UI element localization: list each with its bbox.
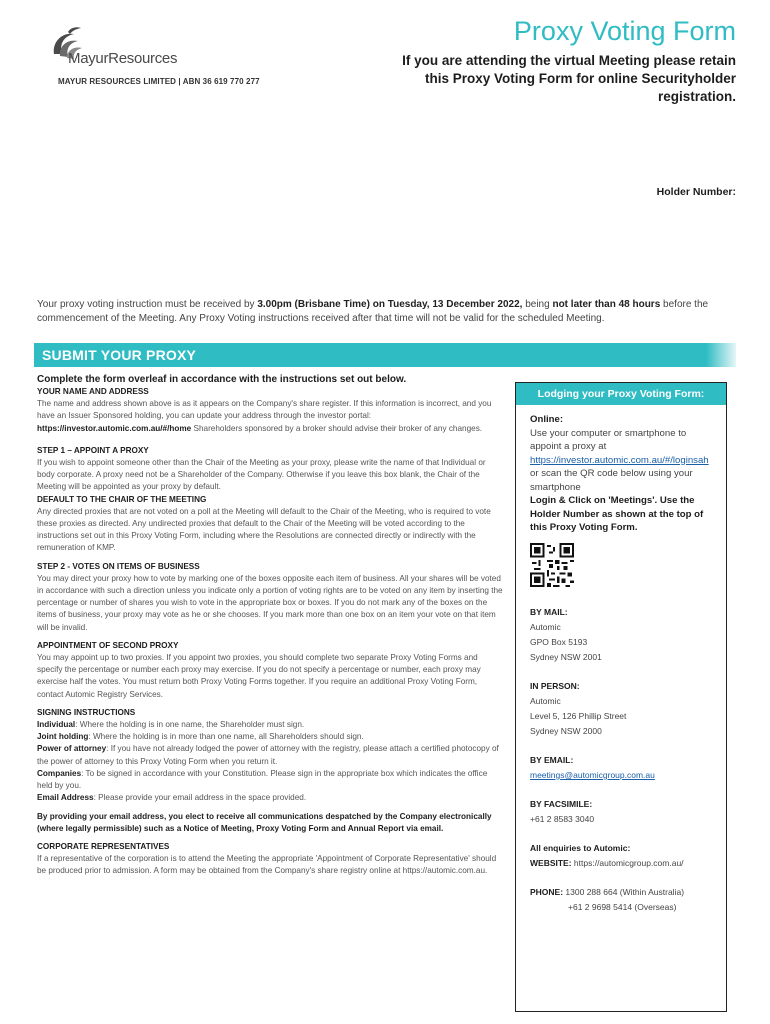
logo-wordmark: MayurResources [68,50,178,67]
step1-heading: STEP 1 – APPOINT A PROXY [37,445,149,455]
banner-fade [706,343,736,367]
signing-heading: SIGNING INSTRUCTIONS [37,707,136,717]
website-line: WEBSITE: https://automicgroup.com.au/ [530,858,684,868]
online-link[interactable]: https://investor.automic.com.au/#/loginsah [530,454,709,466]
second-proxy-text: You may appoint up to two proxies. If you appoint two proxies, you should complete two separate Proxy Voting Forms and specify the percentage or number each proxy may exercise. If you do not specify a percentage or number, each proxy may exercise half the votes. You must return both Proxy Voting Forms together. If you require an additional Proxy Voting Form, contact Automic Registry Services. [37,653,481,699]
step2-heading: STEP 2 - VOTES ON ITEMS OF BUSINESS [37,561,200,571]
signing-joint: Joint holding: Where the holding is in more than one name, all Shareholders should sign. [37,732,364,742]
banner-title: SUBMIT YOUR PROXY [42,347,197,363]
phone-line-1: PHONE: 1300 288 664 (Within Australia) [530,887,685,897]
signing-poa: Power of attorney: If you have not already lodged the power of attorney with the registry, please attach a certified photocopy of the power of attorney to this Proxy Voting Form when you return it. [37,744,499,766]
phone-line-2: +61 2 9698 5414 (Overseas) [568,902,677,912]
instructions-column [37,373,503,878]
signing-email: Email Address: Please provide your email address in the space provided. [37,793,307,803]
online-text: Use your computer or smartphone to appoint a proxy at [530,427,687,452]
corporate-heading: CORPORATE REPRESENTATIVES [37,841,170,851]
company-abn-line: MAYUR RESOURCES LIMITED | ABN 36 619 770 277 [58,77,260,86]
deadline-notice: Your proxy voting instruction must be received by 3.00pm (Brisbane Time) on Tuesday, 13 December 2022, being not later than 48 hours before the commencement of the Meeting. Any Proxy Voting instructions received after that time will not be valid for the scheduled Meeting. [37,299,709,324]
signing-companies: Companies: To be signed in accordance with your Constitution. Please sign in the appropriate box which indicates the office held by you. [37,768,488,791]
email-consent: By providing your email address, you elect to receive all communications despatched by the Company electronically (where legally permissible) such as a Notice of Meeting, Proxy Voting Form and Annual Report via email. [37,811,492,833]
in-person-line-3: Sydney NSW 2000 [530,726,602,736]
step2-text: You may direct your proxy how to vote by marking one of the boxes opposite each item of business. All your shares will be voted in accordance with such a direction unless you indicate only a portion of voting rights are to be voted on any item by inserting the percentage or number of shares you wish to vote in the appropriate box or boxes. If you do not mark any of the boxes on the items of business, your proxy may vote as he or she chooses. If you mark more than one box on an item your vote on that item will be invalid. [37,573,503,632]
virtual-meeting-notice: If you are attending the virtual Meeting please retain this Proxy Voting Form for online Securityholder registration. [402,53,736,104]
step1-text: If you wish to appoint someone other than the Chair of the Meeting as your proxy, please write the name of that Individual or body corporate. A proxy need not be a Shareholder of the Company. Otherwise if you leave this box blank, the Chair of the Meeting will be appointed as your proxy by default. [37,458,486,492]
second-proxy-heading: APPOINTMENT OF SECOND PROXY [37,640,179,650]
mail-label: BY MAIL: [530,607,568,617]
in-person-label: IN PERSON: [530,681,580,691]
default-chair-text: Any directed proxies that are not voted on a poll at the Meeting will default to the Chair of the Meeting, who is required to vote these proxies as directed. Any undirected proxies that default to the Chair of the Meeting will be voted according to the instructions set out in this Proxy Voting Form, including where the Resolutions are connected directly or indirectly with the remuneration of KMP. [37,506,491,553]
signing-individual: Individual: Where the holding is in one name, the Shareholder must sign. [37,720,305,730]
enquiries-label: All enquiries to Automic: [530,843,631,853]
instructions-intro: Complete the form overleaf in accordance with the instructions set out below. [37,374,407,385]
submit-proxy-banner [34,343,736,367]
name-address-text: The name and address shown above is as it appears on the Company's share register. If this information is incorrect, and you have an Issuer Sponsored holding, you can update your address through the investor portal: https://investor.automic.com.au/#/home Shareholders sponsored by a broker should advise their broker of any changes. [37,399,492,433]
email-link[interactable]: meetings@automicgroup.com.au [530,770,655,780]
corporate-text: If a representative of the corporation is to attend the Meeting the appropriate 'Appointment of Corporate Representative' should be produced prior to admission. A form may be obtained from the Company's share registry online at https://automic.com.au. [37,854,497,876]
holder-number-label: Holder Number: [656,186,736,198]
mail-line-3: Sydney NSW 2001 [530,652,602,662]
company-logo [48,24,208,72]
in-person-line-2: Level 5, 126 Phillip Street [530,711,627,721]
lodging-box [515,382,727,1012]
page-title: Proxy Voting Form [513,16,736,46]
mail-line-2: GPO Box 5193 [530,637,588,647]
in-person-line-1: Automic [530,696,561,706]
email-label: BY EMAIL: [530,755,574,765]
name-address-heading: YOUR NAME AND ADDRESS [37,387,149,396]
default-chair-heading: DEFAULT TO THE CHAIR OF THE MEETING [37,494,207,504]
qr-instruction: or scan the QR code below using your smartphone [530,468,693,493]
online-label: Online: [530,414,564,425]
fax-number: +61 2 8583 3040 [530,814,595,824]
lodging-body [530,413,720,915]
qr-code-icon[interactable] [530,543,574,587]
mail-line-1: Automic [530,622,561,632]
fax-label: BY FACSIMILE: [530,799,593,809]
lodging-heading: Lodging your Proxy Voting Form: [516,383,726,405]
login-instruction: Login & Click on 'Meetings'. Use the Holder Number as shown at the top of this Proxy Voting Form. [530,495,704,533]
